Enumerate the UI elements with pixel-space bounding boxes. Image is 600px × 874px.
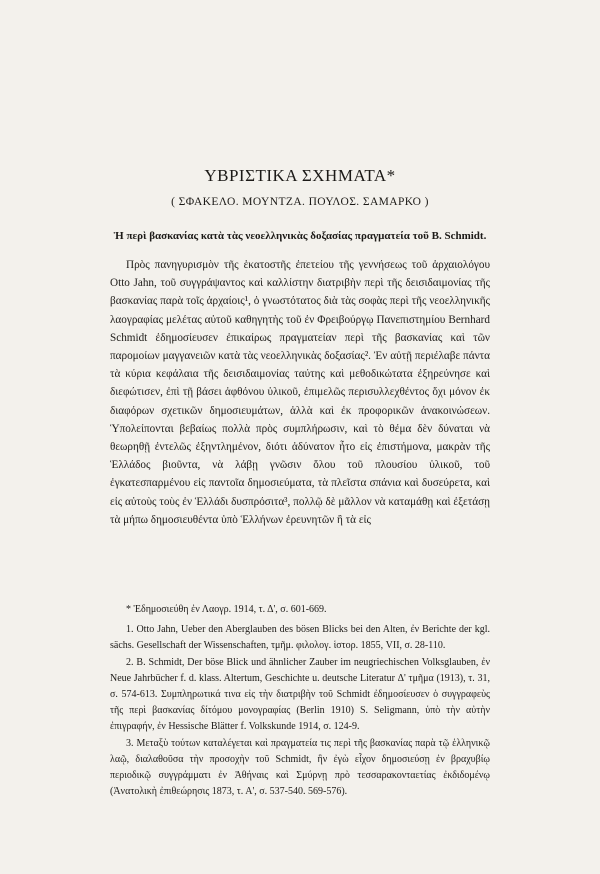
footnotes	[110, 602, 490, 802]
footnote-2: 2. B. Schmidt, Der böse Blick und ähnlicher Zauber im neugriechischen Volksglauben, ἐν Neue Jahrbücher f. d. klass. Altertum, Geschichte u. deutsche Literatur Δ' τμῆμα (1913), τ. 31, σ. 574-613. Συμπληρωτικά τινα εἰς τὴν διατριβὴν τοῦ Schmidt ἐδημοσίευσεν ὁ συγγραφεὺς τῆς περὶ βασκανίας δίτόμου μονογραφίας (Berlin 1910) S. Seligmann, ὑπὸ τὴν αὐτὴν ἐπιγραφήν, ἐν Hessische Blätter f. Volkskunde 1914, σ. 124-9.	[110, 657, 490, 732]
footnote-3: 3. Μεταξὺ τούτων καταλέγεται καὶ πραγματεία τις περὶ τῆς βασκανίας παρὰ τῷ ἑλληνικῷ λαῷ, διαλαθοῦσα τὴν προσοχὴν τοῦ Schmidt, ἣν ἐγὼ εἶχον δημοσιεύσῃ ἐν βραχυβίῳ περιοδικῷ συγγράμματι ἐν Ἀθήναις καὶ Σμύρνῃ πρὸ τεσσαρακονταετίας ἐκδιδομένῳ (Ἀνατολικὴ ἐπιθεώρησις 1873, τ. Α', σ. 537-540. 569-576).	[110, 738, 490, 797]
footnote-1: 1. Otto Jahn, Ueber den Aberglauben des bösen Blicks bei den Alten, ἐν Berichte der kgl. sächs. Gesellschaft der Wissenschaften, τμῆμ. φιλολογ. ἱστορ. 1855, VII, σ. 28-110.	[110, 623, 490, 651]
article-subtitle: ( ΣΦΑΚΕΛΟ. ΜΟΥΝΤΖΑ. ΠΟΥΛΟΣ. ΣΑΜΑΡΚΟ )	[171, 196, 429, 208]
body-paragraph: Πρὸς πανηγυρισμὸν τῆς ἑκατοστῆς ἐπετείου τῆς γεννήσεως τοῦ ἀρχαιολόγου Otto Jahn, τοῦ συγγράψαντος καὶ καλλίστην διατριβὴν περὶ τῆς δεισιδαιμονίας τῆς βασκανίας παρὰ τοῖς ἀρχαίοις¹, ὁ γνωστότατος διὰ τὰς σοφὰς περὶ τῆς νεοελληνικῆς λαογραφίας μελέτας αὐτοῦ καθηγητὴς τοῦ ἐν Φρειβούργῳ Πανεπιστημίου Bernhard Schmidt ἐδημοσίευσεν ἐπικαίρως πραγματείαν περὶ τῆς βασκανίας καὶ τῶν παρομοίων μαγγανειῶν κατὰ τὰς νεοελληνικὰς δοξασίας². Ἐν αὐτῇ περιέλαβε πάντα τὰ κύρια κεφάλαια τῆς δεισιδαιμονίας ταύτης καὶ μεθοδικώτατα ἐξηρεύνησε καὶ διεφώτισεν, ἐπὶ τῇ βάσει ἀφθόνου ὑλικοῦ, ἐπιμελῶς περισυλλεχθέντος ὄχι μόνον ἐκ διαφόρων σχετικῶν δημοσιευμάτων, ἀλλὰ καὶ ἐκ προφορικῶν ἀνακοινώσεων. Ὑπολείπονται βεβαίως πολλὰ πρὸς συμπλήρωσιν, καὶ τὸ θέμα δὲν δύναται νὰ θεωρηθῇ ἐντελῶς ἐξηντλημένον, διότι ἀδύνατον ἦτο εἰς ἐπιστήμονα, μακρὰν τῆς Ἑλλάδος βιοῦντα, νὰ λάβῃ γνῶσιν ὅλου τοῦ πλουσίου ὑλικοῦ, τοῦ ἐγκατεσπαρμένου εἰς παντοῖα δημοσιεύματα, τὰ πλεῖστα σπάνια καὶ δυσεύρετα, καὶ εἰς αὐτοὺς τοὺς ἐν Ἑλλάδι δυσπρόσιτα³, πολλῷ δὲ μᾶλλον νὰ καταμάθῃ καὶ ἐξετάσῃ τὰ μήπω δημοσιευθέντα ὑπὸ Ἑλλήνων ἐρευνητῶν ἢ τὰ εἰς	[110, 259, 490, 526]
article-title: ΥΒΡΙΣΤΙΚΑ ΣΧΗΜΑΤΑ*	[204, 166, 396, 185]
section-heading: Ἡ περὶ βασκανίας κατὰ τὰς νεοελληνικὰς δοξασίας πραγματεία τοῦ B. Schmidt.	[113, 230, 487, 242]
footnote-star: * Ἐδημοσιεύθη ἐν Λαογρ. 1914, τ. Δ', σ. 601-669.	[126, 604, 327, 615]
